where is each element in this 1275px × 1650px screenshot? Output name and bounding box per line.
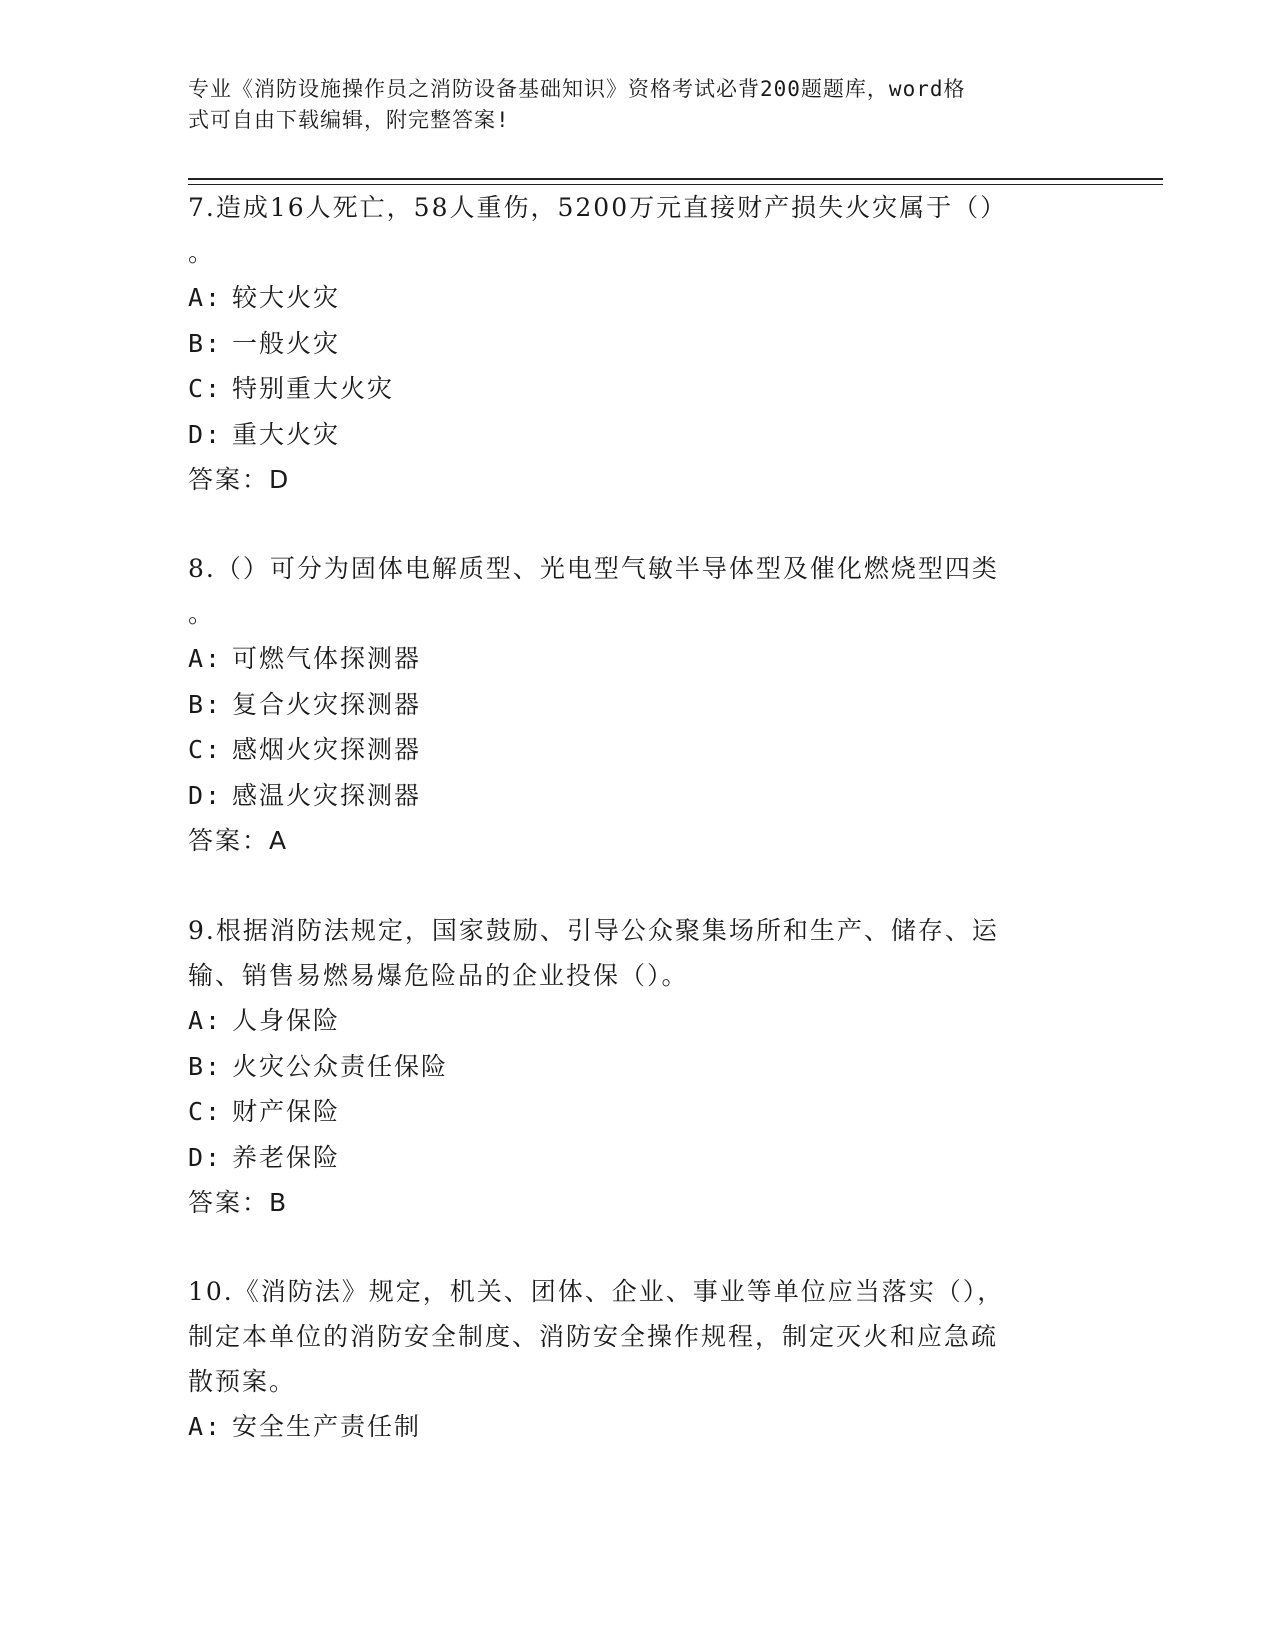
header-line-2: 式可自由下载编辑，附完整答案! bbox=[188, 108, 510, 132]
question-stem-line: 8.（）可分为固体电解质型、光电型气敏半导体型及催化燃烧型四类 bbox=[188, 554, 999, 583]
document-header bbox=[188, 74, 1068, 136]
option-d bbox=[188, 773, 1068, 819]
option-c bbox=[188, 1089, 1068, 1135]
option-label: B: bbox=[188, 689, 223, 719]
option-c bbox=[188, 366, 1068, 412]
option-b bbox=[188, 682, 1068, 728]
option-label: D: bbox=[188, 419, 223, 449]
option-text: 复合火灾探测器 bbox=[232, 689, 422, 719]
option-text: 感温火灾探测器 bbox=[232, 780, 422, 810]
option-text: 较大火灾 bbox=[232, 283, 341, 312]
option-text: 一般火灾 bbox=[232, 328, 341, 358]
option-d bbox=[188, 412, 1068, 458]
option-b bbox=[188, 1044, 1068, 1090]
option-text: 财产保险 bbox=[232, 1097, 341, 1126]
question-9 bbox=[188, 908, 1068, 1226]
option-d bbox=[188, 1135, 1068, 1181]
question-stem-line: 。 bbox=[188, 599, 216, 628]
option-a bbox=[188, 275, 1068, 321]
header-divider-thick bbox=[188, 178, 1163, 180]
option-b bbox=[188, 321, 1068, 367]
question-stem-line: 9.根据消防法规定，国家鼓励、引导公众聚集场所和生产、储存、运 bbox=[188, 916, 999, 945]
option-label: A: bbox=[188, 644, 223, 673]
option-text: 人身保险 bbox=[232, 1006, 341, 1035]
option-label: D: bbox=[188, 1142, 223, 1172]
question-stem-line: 7.造成16人死亡，58人重伤，5200万元直接财产损失火灾属于（） bbox=[188, 193, 1008, 222]
question-stem-line: 。 bbox=[188, 238, 216, 267]
option-label: B: bbox=[188, 328, 223, 358]
option-a bbox=[188, 998, 1068, 1044]
option-text: 特别重大火灾 bbox=[232, 374, 395, 403]
header-line-1: 专业《消防设施操作员之消防设备基础知识》资格考试必背200题题库，word格 bbox=[188, 77, 966, 101]
question-stem-line: 输、销售易燃易爆危险品的企业投保（）。 bbox=[188, 961, 689, 990]
option-text: 养老保险 bbox=[232, 1142, 341, 1172]
option-label: C: bbox=[188, 374, 223, 403]
option-a bbox=[188, 636, 1068, 682]
option-a bbox=[188, 1404, 1068, 1450]
option-text: 火灾公众责任保险 bbox=[232, 1051, 449, 1081]
option-label: C: bbox=[188, 735, 223, 764]
option-text: 可燃气体探测器 bbox=[232, 644, 422, 673]
question-8 bbox=[188, 546, 1068, 864]
option-text: 感烟火灾探测器 bbox=[232, 735, 422, 764]
option-label: A: bbox=[188, 1006, 223, 1035]
answer: 答案：D bbox=[188, 465, 291, 494]
option-c bbox=[188, 727, 1068, 773]
option-label: C: bbox=[188, 1097, 223, 1126]
option-label: A: bbox=[188, 283, 223, 312]
option-label: D: bbox=[188, 780, 223, 810]
question-7 bbox=[188, 185, 1068, 503]
option-text: 重大火灾 bbox=[232, 419, 341, 449]
question-stem-line: 制定本单位的消防安全制度、消防安全操作规程，制定灭火和应急疏 bbox=[188, 1322, 999, 1351]
answer: 答案：A bbox=[188, 826, 289, 855]
option-text: 安全生产责任制 bbox=[232, 1412, 422, 1441]
question-10 bbox=[188, 1269, 1068, 1450]
option-label: B: bbox=[188, 1051, 223, 1081]
question-stem-line: 10.《消防法》规定，机关、团体、企业、事业等单位应当落实（）， bbox=[188, 1277, 1005, 1306]
question-stem-line: 散预案。 bbox=[188, 1367, 297, 1396]
answer: 答案：B bbox=[188, 1188, 289, 1217]
option-label: A: bbox=[188, 1412, 223, 1441]
